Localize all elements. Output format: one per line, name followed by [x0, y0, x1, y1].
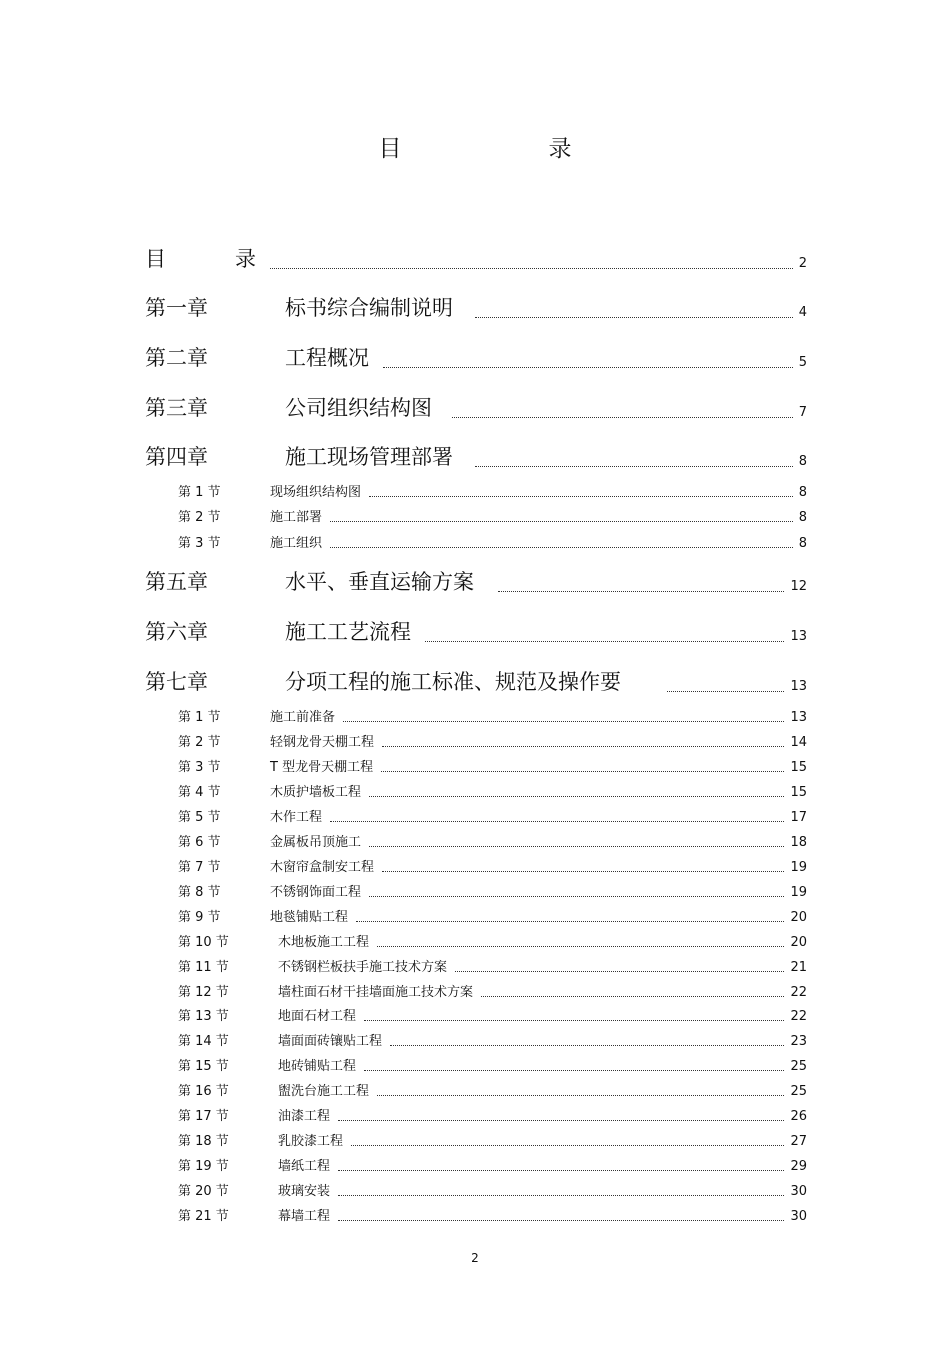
toc-section-entry[interactable] — [178, 756, 807, 775]
toc-entry-page: 15 — [790, 760, 807, 775]
toc-entry-label: 第 10 节 — [178, 935, 229, 950]
toc-entry-page: 22 — [790, 985, 807, 1000]
dot-leader — [351, 1144, 784, 1146]
dot-leader — [382, 870, 784, 872]
toc-entry-title: 轻钢龙骨天棚工程 — [270, 735, 375, 750]
toc-entry-page: 25 — [790, 1084, 807, 1099]
toc-entry-page: 27 — [790, 1134, 807, 1149]
toc-entry-label: 第 15 节 — [178, 1059, 229, 1074]
dot-leader — [338, 1169, 784, 1171]
toc-section-entry[interactable] — [178, 981, 807, 1000]
dot-leader — [498, 590, 784, 592]
toc-entry-label: 第 9 节 — [178, 910, 221, 925]
toc-entry-page: 8 — [798, 536, 807, 551]
toc-entry-page: 21 — [790, 960, 807, 975]
toc-entry-title: 地砖铺贴工程 — [278, 1059, 357, 1074]
toc-entry-label: 第 3 节 — [178, 760, 221, 775]
toc-entry-label: 第 7 节 — [178, 860, 221, 875]
toc-entry-label: 第 2 节 — [178, 510, 221, 525]
dot-leader — [338, 1194, 784, 1196]
toc-entry-page: 12 — [790, 579, 807, 594]
toc-section-entry[interactable] — [178, 881, 807, 900]
toc-entry-title: 施工工艺流程 — [285, 620, 411, 644]
dot-leader — [382, 745, 784, 747]
toc-entry-page: 30 — [790, 1184, 807, 1199]
toc-section-entry[interactable] — [178, 506, 807, 525]
toc-entry-page: 20 — [790, 935, 807, 950]
toc-section-entry[interactable] — [178, 1205, 807, 1224]
toc-entry-label: 第 12 节 — [178, 985, 229, 1000]
toc-chapter-entry[interactable] — [145, 292, 807, 322]
toc-entry-page: 5 — [798, 355, 807, 370]
toc-chapter-entry[interactable] — [145, 342, 807, 372]
toc-entry-page: 8 — [798, 454, 807, 469]
toc-entry-label: 第 16 节 — [178, 1084, 229, 1099]
toc-entry-page: 19 — [790, 885, 807, 900]
dot-leader — [330, 520, 793, 522]
toc-entry-label: 第 3 节 — [178, 536, 221, 551]
toc-entry-title: 工程概况 — [285, 346, 369, 370]
toc-section-entry[interactable] — [178, 931, 807, 950]
dot-leader — [475, 316, 793, 318]
toc-entry-title: 木质护墙板工程 — [270, 785, 362, 800]
toc-entry-title: 施工前准备 — [270, 710, 336, 725]
toc-entry-title: 幕墙工程 — [278, 1209, 331, 1224]
dot-leader — [338, 1119, 784, 1121]
dot-leader — [364, 1019, 784, 1021]
toc-entry-label: 第 6 节 — [178, 835, 221, 850]
toc-entry-label: 第 18 节 — [178, 1134, 229, 1149]
toc-entry-page: 20 — [790, 910, 807, 925]
toc-section-entry[interactable] — [178, 1130, 807, 1149]
toc-entry-label: 第五章 — [145, 570, 208, 594]
toc-section-entry[interactable] — [178, 1080, 807, 1099]
dot-leader — [667, 690, 784, 692]
dot-leader — [377, 1094, 784, 1096]
toc-section-entry[interactable] — [178, 831, 807, 850]
toc-section-entry[interactable] — [178, 1055, 807, 1074]
toc-section-entry[interactable] — [178, 806, 807, 825]
toc-entry-label: 第 21 节 — [178, 1209, 229, 1224]
dot-leader — [343, 720, 784, 722]
page-number: 2 — [471, 1251, 479, 1265]
toc-entry-title: 木窗帘盒制安工程 — [270, 860, 375, 875]
dot-leader — [330, 546, 793, 548]
toc-entry-page: 2 — [798, 256, 807, 271]
toc-entry-page: 7 — [798, 405, 807, 420]
toc-section-entry[interactable] — [178, 956, 807, 975]
dot-leader — [369, 795, 784, 797]
toc-entry-title: 玻璃安装 — [278, 1184, 331, 1199]
toc-entry-page: 14 — [790, 735, 807, 750]
toc-entry-label: 第 17 节 — [178, 1109, 229, 1124]
toc-entry-title: 木地板施工工程 — [278, 935, 370, 950]
toc-entry-page: 26 — [790, 1109, 807, 1124]
toc-entry-label: 第 13 节 — [178, 1009, 229, 1024]
toc-entry-title: 墙纸工程 — [278, 1159, 331, 1174]
toc-entry-title: 盥洗台施工工程 — [278, 1084, 370, 1099]
dot-leader — [452, 416, 793, 418]
toc-entry-page: 19 — [790, 860, 807, 875]
toc-entry-title: 不锈钢栏板扶手施工技术方案 — [278, 960, 448, 975]
toc-entry-title: 不锈钢饰面工程 — [270, 885, 362, 900]
toc-entry-label: 第 19 节 — [178, 1159, 229, 1174]
toc-entry-label: 第 20 节 — [178, 1184, 229, 1199]
dot-leader — [369, 845, 784, 847]
toc-entry-page: 15 — [790, 785, 807, 800]
page-title: 目 录 — [378, 136, 634, 162]
toc-entry-label: 第四章 — [145, 445, 208, 469]
toc-entry-title: 水平、垂直运输方案 — [285, 570, 474, 594]
toc-entry-label: 目 — [145, 247, 166, 271]
toc-section-entry[interactable] — [178, 1030, 807, 1049]
toc-section-entry[interactable] — [178, 532, 807, 551]
toc-entry-page: 17 — [790, 810, 807, 825]
toc-entry-label: 第一章 — [145, 296, 208, 320]
dot-leader — [338, 1219, 784, 1221]
toc-entry-page: 25 — [790, 1059, 807, 1074]
toc-section-entry[interactable] — [178, 906, 807, 925]
toc-section-entry[interactable] — [178, 1105, 807, 1124]
dot-leader — [481, 995, 784, 997]
toc-entry-page: 30 — [790, 1209, 807, 1224]
toc-entry-label: 第 1 节 — [178, 710, 221, 725]
toc-section-entry[interactable] — [178, 731, 807, 750]
toc-entry-page: 13 — [790, 629, 807, 644]
toc-entry-title: T 型龙骨天棚工程 — [270, 760, 374, 775]
toc-chapter-entry[interactable] — [145, 666, 807, 696]
toc-entry-page: 13 — [790, 710, 807, 725]
toc-section-entry[interactable] — [178, 481, 807, 500]
toc-chapter-entry[interactable] — [145, 441, 807, 471]
toc-entry-label: 第 2 节 — [178, 735, 221, 750]
dot-leader — [455, 970, 784, 972]
dot-leader — [330, 820, 784, 822]
toc-entry-title: 乳胶漆工程 — [278, 1134, 344, 1149]
toc-entry-label: 第二章 — [145, 346, 208, 370]
toc-entry-title: 分项工程的施工标准、规范及操作要 — [285, 670, 621, 694]
toc-section-entry[interactable] — [178, 706, 807, 725]
toc-entry-title: 金属板吊顶施工 — [270, 835, 362, 850]
toc-entry-label: 第六章 — [145, 620, 208, 644]
dot-leader — [356, 920, 784, 922]
dot-leader — [381, 770, 784, 772]
toc-entry-title: 油漆工程 — [278, 1109, 331, 1124]
toc-entry-title: 地面石材工程 — [278, 1009, 357, 1024]
dot-leader — [475, 465, 793, 467]
toc-chapter-entry[interactable] — [145, 616, 807, 646]
toc-entry-label: 第 11 节 — [178, 960, 229, 975]
dot-leader — [425, 640, 784, 642]
dot-leader — [377, 945, 784, 947]
toc-section-entry[interactable] — [178, 1005, 807, 1024]
toc-chapter-entry[interactable] — [145, 566, 807, 596]
toc-entry-label: 第 1 节 — [178, 485, 221, 500]
toc-entry-title: 标书综合编制说明 — [285, 296, 453, 320]
toc-entry-label: 第 5 节 — [178, 810, 221, 825]
toc-entry-page: 23 — [790, 1034, 807, 1049]
toc-entry-label: 第七章 — [145, 670, 208, 694]
toc-entry-page: 13 — [790, 679, 807, 694]
toc-entry-page: 4 — [798, 305, 807, 320]
toc-entry-title: 地毯铺贴工程 — [270, 910, 349, 925]
dot-leader — [270, 267, 793, 269]
toc-entry-label-second: 录 — [235, 247, 256, 271]
dot-leader — [364, 1069, 784, 1071]
toc-entry-label: 第 4 节 — [178, 785, 221, 800]
toc-entry-page: 8 — [798, 485, 807, 500]
toc-entry-title: 施工部署 — [270, 510, 323, 525]
toc-entry-title: 木作工程 — [270, 810, 323, 825]
toc-entry-title: 墙面面砖镶贴工程 — [278, 1034, 383, 1049]
toc-entry-title: 施工现场管理部署 — [285, 445, 453, 469]
toc-entry-label: 第三章 — [145, 396, 208, 420]
toc-section-entry[interactable] — [178, 1155, 807, 1174]
toc-section-entry[interactable] — [178, 781, 807, 800]
toc-entry-title: 施工组织 — [270, 536, 323, 551]
toc-entry-page: 22 — [790, 1009, 807, 1024]
toc-entry-page: 8 — [798, 510, 807, 525]
dot-leader — [369, 895, 784, 897]
toc-entry-label: 第 14 节 — [178, 1034, 229, 1049]
toc-entry-title: 公司组织结构图 — [285, 396, 432, 420]
toc-entry-page: 18 — [790, 835, 807, 850]
toc-chapter-entry[interactable] — [145, 243, 807, 273]
toc-entry-page: 29 — [790, 1159, 807, 1174]
toc-chapter-entry[interactable] — [145, 392, 807, 422]
toc-entry-title: 现场组织结构图 — [270, 485, 362, 500]
dot-leader — [369, 495, 793, 497]
toc-section-entry[interactable] — [178, 856, 807, 875]
dot-leader — [390, 1044, 784, 1046]
toc-entry-label: 第 8 节 — [178, 885, 221, 900]
toc-section-entry[interactable] — [178, 1180, 807, 1199]
toc-entry-title: 墙柱面石材干挂墙面施工技术方案 — [278, 985, 474, 1000]
dot-leader — [383, 366, 793, 368]
